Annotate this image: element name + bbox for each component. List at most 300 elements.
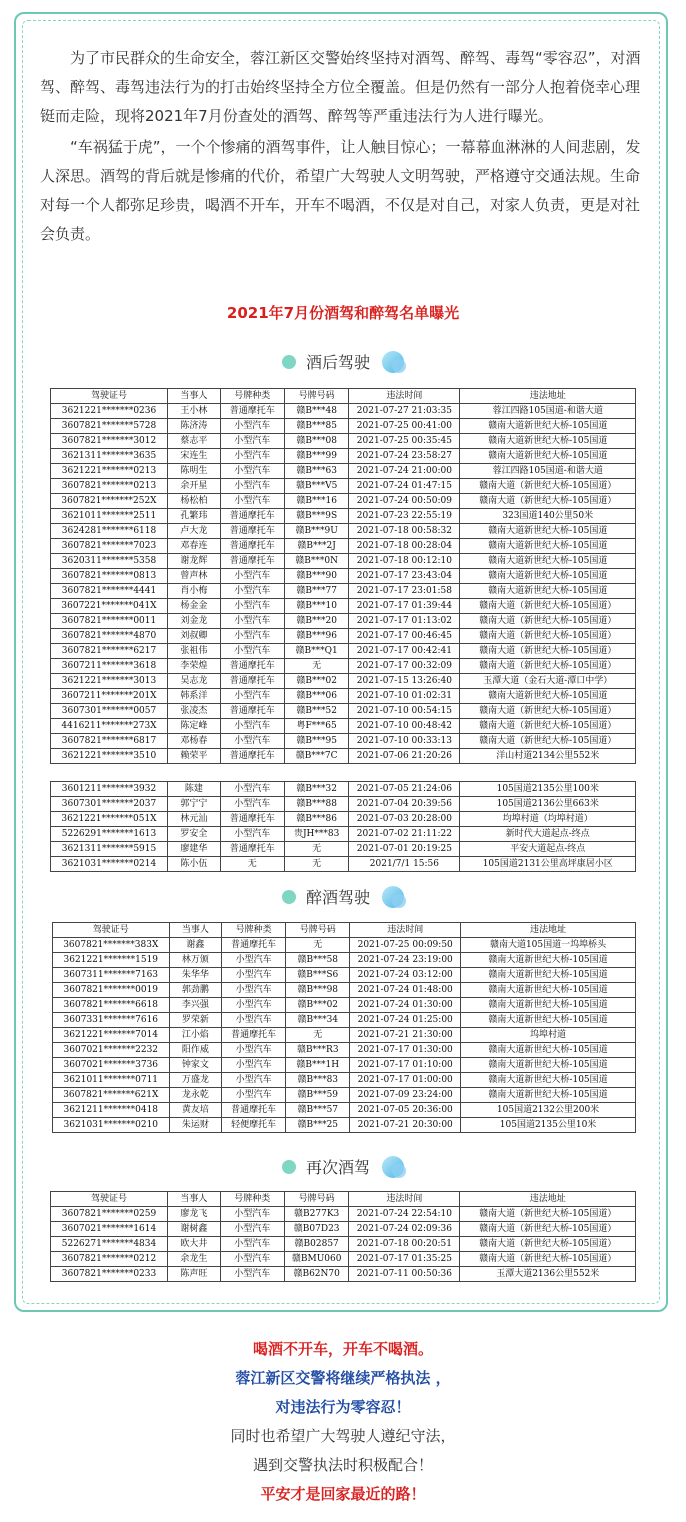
table-cell: 赣南大道新世纪大桥-105国道 [460, 569, 636, 584]
table-cell: 赣南大道（新世纪大桥-105国道） [460, 704, 636, 719]
table-cell: 3607821*******6618 [53, 998, 170, 1013]
table-row [53, 1103, 636, 1118]
table-cell: 新时代大道起点-终点 [460, 827, 636, 842]
table-cell: 小型汽车 [220, 614, 284, 629]
table-row [53, 998, 636, 1013]
table-cell: 赣B***16 [284, 494, 348, 509]
table-cell: 2021-07-18 00:12:10 [349, 554, 460, 569]
table-cell: 赣南大道新世纪大桥-105国道 [461, 968, 636, 983]
table-cell: 普通摩托车 [220, 749, 284, 764]
table-cell: 2021-07-03 20:28:00 [349, 812, 460, 827]
slogan-3: 对违法行为零容忍！ [275, 1398, 411, 1416]
table-cell: 余开星 [168, 479, 221, 494]
table-row [51, 449, 636, 464]
table-cell: 钟家文 [169, 1058, 221, 1073]
table-cell: 普通摩托车 [220, 704, 284, 719]
table-row [53, 1043, 636, 1058]
table-cell: 赣B***77 [284, 584, 348, 599]
table-cell: 普通摩托车 [222, 938, 286, 953]
table-cell: 普通摩托车 [220, 404, 284, 419]
table-cell: 刘金龙 [168, 614, 221, 629]
table-cell: 赣B***S6 [286, 968, 350, 983]
column-header: 号牌号码 [284, 1192, 348, 1207]
table-cell: 余龙生 [168, 1252, 221, 1267]
table-cell: 万盛龙 [169, 1073, 221, 1088]
table-cell: 3607021*******3736 [53, 1058, 170, 1073]
table-row [53, 938, 636, 953]
table-cell: 洋山村道2134公里552米 [460, 749, 636, 764]
table-cell: 谢龙辉 [168, 554, 221, 569]
table-cell: 3607821*******0019 [53, 983, 170, 998]
table-cell: 赣B***06 [284, 689, 348, 704]
table-cell: 2021/7/1 15:56 [349, 857, 460, 872]
table-cell: 赣南大道新世纪大桥-105国道 [460, 554, 636, 569]
table-cell: 小型汽车 [220, 782, 284, 797]
table-cell: 无 [284, 659, 348, 674]
table-cell: 2021-07-18 00:58:32 [349, 524, 460, 539]
headline: 2021年7月份酒驾和醉驾名单曝光 [226, 304, 460, 322]
table-cell: 李荣煌 [168, 659, 221, 674]
table-cell: 小型汽车 [220, 434, 284, 449]
table-cell: 小型汽车 [220, 719, 284, 734]
table-cell: 小型汽车 [220, 629, 284, 644]
table-cell: 赣B***95 [284, 734, 348, 749]
table-cell: 赣南大道新世纪大桥-105国道 [460, 539, 636, 554]
table-cell: 3607301*******0057 [51, 704, 168, 719]
table-cell: 小型汽车 [220, 797, 284, 812]
table-row [51, 782, 636, 797]
table-cell: 廖龙飞 [168, 1207, 221, 1222]
table-row [51, 1237, 636, 1252]
table-cell: 赣南大道新世纪大桥-105国道 [460, 419, 636, 434]
table-row [51, 1207, 636, 1222]
table-cell: 3607821*******4441 [51, 584, 168, 599]
table-cell: 坞埠村道 [461, 1028, 636, 1043]
table-cell: 赣B***9U [284, 524, 348, 539]
table-row [51, 584, 636, 599]
table-cell: 2021-07-24 01:48:00 [350, 983, 461, 998]
table-cell: 2021-07-17 00:46:45 [349, 629, 460, 644]
table-cell: 均埠村道（均埠村道） [460, 812, 636, 827]
table-row [51, 404, 636, 419]
table-cell: 赣B***99 [284, 449, 348, 464]
table-cell: 赣B02857 [284, 1237, 348, 1252]
table-cell: 玉潭大道（金石大道-潭口中学） [460, 674, 636, 689]
table-cell: 赣南大道新世纪大桥-105国道 [461, 1043, 636, 1058]
table-cell: 赣B***2J [284, 539, 348, 554]
table-cell: 2021-07-17 01:30:00 [350, 1043, 461, 1058]
intro-paragraph-2: “车祸猛于虎”，一个个惨痛的酒驾事件，让人触目惊心；一幕幕血淋淋的人间悲剧，发人深思。酒驾的背后就是惨痛的代价，希望广大驾驶人文明驾驶，严格遵守交通法规。生命对每一个人都弥足珍贵，喝酒不开车，开车不喝酒，不仅是对自己，对家人负责，更是对社会负责。 [40, 138, 641, 243]
table-row [51, 599, 636, 614]
table-cell: 无 [284, 842, 348, 857]
table-row [51, 554, 636, 569]
table-cell: 粤F***65 [284, 719, 348, 734]
table-row [51, 734, 636, 749]
table-cell: 3621211*******0418 [53, 1103, 170, 1118]
column-header: 违法时间 [349, 389, 460, 404]
table-cell: 赣南大道新世纪大桥-105国道 [461, 953, 636, 968]
table-row [51, 827, 636, 842]
table-cell: 5226271*******4834 [51, 1237, 168, 1252]
table-cell: 普通摩托车 [220, 524, 284, 539]
table-cell: 赣南大道新世纪大桥-105国道 [460, 584, 636, 599]
table-row [51, 569, 636, 584]
table-cell: 赣BMU060 [284, 1252, 348, 1267]
column-header: 驾驶证号 [51, 1192, 168, 1207]
table-cell: 小型汽车 [220, 1207, 284, 1222]
table-cell: 3620311*******5358 [51, 554, 168, 569]
table-cell: 105国道2131公里高坪康居小区 [460, 857, 636, 872]
table-cell: 3621011*******0711 [53, 1073, 170, 1088]
column-header: 当事人 [168, 389, 221, 404]
table-cell: 2021-07-24 22:54:10 [349, 1207, 460, 1222]
table-row [51, 464, 636, 479]
table-cell: 2021-07-24 21:00:00 [349, 464, 460, 479]
table-cell: 无 [220, 857, 284, 872]
table-cell: 小型汽车 [220, 599, 284, 614]
table-cell: 张凌杰 [168, 704, 221, 719]
table-cell: 蓉江四路105国道-和谐大道 [460, 404, 636, 419]
table-cell: 赣B***08 [284, 434, 348, 449]
table-cell: 3601211*******3932 [51, 782, 168, 797]
table-cell: 2021-07-17 00:32:09 [349, 659, 460, 674]
table-cell: 赣B***34 [286, 1013, 350, 1028]
table-cell: 3621311*******5915 [51, 842, 168, 857]
table-cell: 2021-07-24 00:50:09 [349, 494, 460, 509]
table-cell: 普通摩托车 [220, 509, 284, 524]
table-row [51, 842, 636, 857]
table-cell: 3607211*******3618 [51, 659, 168, 674]
table-cell: 小型汽车 [222, 953, 286, 968]
table-cell: 刘叔卿 [168, 629, 221, 644]
table-cell: 3621221*******1519 [53, 953, 170, 968]
table-cell: 普通摩托车 [220, 842, 284, 857]
table-cell: 3607021*******2232 [53, 1043, 170, 1058]
dot-icon [282, 890, 296, 904]
table-cell: 2021-07-17 00:42:41 [349, 644, 460, 659]
table-cell: 罗安全 [168, 827, 221, 842]
table-cell: 林万颁 [169, 953, 221, 968]
table-cell: 赣B***0N [284, 554, 348, 569]
table-row [51, 614, 636, 629]
table-row [51, 812, 636, 827]
table-cell: 赣B07D23 [284, 1222, 348, 1237]
intro-text [40, 44, 646, 249]
table-row [51, 1252, 636, 1267]
table-row [51, 719, 636, 734]
table-cell: 3607821*******6217 [51, 644, 168, 659]
table-cell: 2021-07-17 23:01:58 [349, 584, 460, 599]
table-cell: 赣南大道新世纪大桥-105国道 [460, 689, 636, 704]
table-cell: 2021-07-10 00:54:15 [349, 704, 460, 719]
table-cell: 赣B***32 [284, 782, 348, 797]
table-cell: 赣B***98 [286, 983, 350, 998]
table-cell: 陈明生 [168, 464, 221, 479]
section-title-drink: 酒后驾驶 [0, 350, 686, 373]
table-cell: 王小林 [168, 404, 221, 419]
table-cell: 蓉江四路105国道-和谐大道 [460, 464, 636, 479]
table-cell: 2021-07-24 01:30:00 [350, 998, 461, 1013]
table-cell: 廖建华 [168, 842, 221, 857]
table-cell: 普通摩托车 [222, 1103, 286, 1118]
table-cell: 赣南大道（新世纪大桥-105国道） [460, 659, 636, 674]
table-cell: 陈济涛 [168, 419, 221, 434]
table-cell: 赣南大道新世纪大桥-105国道 [461, 1088, 636, 1103]
table-cell: 3607821*******5728 [51, 419, 168, 434]
table-cell: 2021-07-27 21:03:35 [349, 404, 460, 419]
slogan-2: 蓉江新区交警将继续严格执法 ， [235, 1369, 451, 1387]
table-cell: 小型汽车 [220, 1252, 284, 1267]
table-cell: 小型汽车 [220, 464, 284, 479]
table-cell: 2021-07-18 00:20:51 [349, 1237, 460, 1252]
column-header: 违法地址 [460, 389, 636, 404]
table-cell: 赣南大道（新世纪大桥-105国道） [460, 719, 636, 734]
table-cell: 赣B***57 [286, 1103, 350, 1118]
table-cell: 普通摩托车 [220, 674, 284, 689]
table-cell: 普通摩托车 [220, 659, 284, 674]
table-cell: 3607211*******201X [51, 689, 168, 704]
table-cell: 张祖伟 [168, 644, 221, 659]
table-cell: 无 [286, 1028, 350, 1043]
section-title-drunk: 醉酒驾驶 [0, 885, 686, 908]
table-cell: 赣B***02 [286, 998, 350, 1013]
table-cell: 赣南大道新世纪大桥-105国道 [460, 434, 636, 449]
table-cell: 105国道2135公里100米 [460, 782, 636, 797]
table-row [51, 674, 636, 689]
table-cell: 肖小梅 [168, 584, 221, 599]
table-cell: 无 [286, 938, 350, 953]
table-cell: 3621221*******0213 [51, 464, 168, 479]
table-cell: 宋连生 [168, 449, 221, 464]
table-cell: 3607821*******0213 [51, 479, 168, 494]
table-cell: 赣南大道（新世纪大桥-105国道） [460, 614, 636, 629]
table-cell: 2021-07-17 01:00:00 [350, 1073, 461, 1088]
table-cell: 3621031*******0214 [51, 857, 168, 872]
table-row [51, 689, 636, 704]
table-row [53, 1028, 636, 1043]
table-cell: 谢鑫 [169, 938, 221, 953]
drink-driving-table-2 [50, 781, 636, 872]
table-cell: 2021-07-05 21:24:06 [349, 782, 460, 797]
table-row [51, 704, 636, 719]
column-header: 号牌种类 [222, 923, 286, 938]
table-cell: 2021-07-21 21:30:00 [350, 1028, 461, 1043]
table-cell: 小型汽车 [220, 1222, 284, 1237]
table-cell: 赣南大道（新世纪大桥-105国道） [460, 1207, 636, 1222]
table-cell: 卢大龙 [168, 524, 221, 539]
column-header: 号牌种类 [220, 389, 284, 404]
column-header: 号牌号码 [284, 389, 348, 404]
table-cell: 3621221*******7014 [53, 1028, 170, 1043]
table-cell: 小型汽车 [222, 983, 286, 998]
table-cell: 3621011*******2511 [51, 509, 168, 524]
table-row [53, 1058, 636, 1073]
table-cell: 赣南大道（新世纪大桥-105国道） [460, 479, 636, 494]
table-cell: 2021-07-24 23:19:00 [350, 953, 461, 968]
footer-slogans [0, 1335, 686, 1509]
table-cell: 郭宁宁 [168, 797, 221, 812]
table-cell: 小型汽车 [220, 494, 284, 509]
table-cell: 3607821*******0233 [51, 1267, 168, 1282]
table-cell: 3621221*******3013 [51, 674, 168, 689]
table-cell: 江小焰 [169, 1028, 221, 1043]
table-cell: 阳作威 [169, 1043, 221, 1058]
table-cell: 赣B***58 [286, 953, 350, 968]
table-cell: 3624281*******6118 [51, 524, 168, 539]
table-cell: 小型汽车 [220, 569, 284, 584]
table-cell: 小型汽车 [220, 449, 284, 464]
table-cell: 陈定峰 [168, 719, 221, 734]
table-cell: 赣B***83 [286, 1073, 350, 1088]
table-cell: 3607821*******0212 [51, 1252, 168, 1267]
table-cell: 赣B***7C [284, 749, 348, 764]
table-cell: 2021-07-10 00:48:42 [349, 719, 460, 734]
table-cell: 赣B***63 [284, 464, 348, 479]
table-cell: 2021-07-18 00:28:04 [349, 539, 460, 554]
column-header: 驾驶证号 [51, 389, 168, 404]
table-cell: 赣B***9S [284, 509, 348, 524]
table-cell: 2021-07-24 01:47:15 [349, 479, 460, 494]
column-header: 号牌种类 [220, 1192, 284, 1207]
table-cell: 赖荣平 [168, 749, 221, 764]
table-cell: 赣南大道（新世纪大桥-105国道） [460, 629, 636, 644]
table-cell: 孔繁玮 [168, 509, 221, 524]
table-cell: 小型汽车 [220, 1267, 284, 1282]
table-cell: 赣南大道新世纪大桥-105国道 [460, 524, 636, 539]
table-cell: 2021-07-25 00:41:00 [349, 419, 460, 434]
table-row [53, 968, 636, 983]
table-cell: 3607331*******7616 [53, 1013, 170, 1028]
slogan-5: 遇到交警执法时积极配合！ [252, 1456, 433, 1474]
table-cell: 玉潭大道2136公里552米 [460, 1267, 636, 1282]
table-cell: 赣南大道新世纪大桥-105国道 [461, 983, 636, 998]
repeat-drink-driving-table [50, 1191, 636, 1282]
table-cell: 林元汕 [168, 812, 221, 827]
table-cell: 赣B***20 [284, 614, 348, 629]
table-row [51, 539, 636, 554]
bubble-icon [382, 351, 404, 373]
table-row [51, 419, 636, 434]
table-cell: 2021-07-24 02:09:36 [349, 1222, 460, 1237]
dot-icon [282, 355, 296, 369]
table-cell: 贵JH***83 [284, 827, 348, 842]
table-header-row [51, 389, 636, 404]
table-cell: 3607021*******1614 [51, 1222, 168, 1237]
column-header: 驾驶证号 [53, 923, 170, 938]
column-header: 当事人 [169, 923, 221, 938]
table-cell: 郭劲鹏 [169, 983, 221, 998]
table-row [51, 524, 636, 539]
section-title-again: 再次酒驾 [0, 1155, 686, 1178]
table-cell: 平安大道起点-终点 [460, 842, 636, 857]
table-cell: 2021-07-17 23:43:04 [349, 569, 460, 584]
table-cell: 赣B***10 [284, 599, 348, 614]
table-cell: 2021-07-17 01:10:00 [350, 1058, 461, 1073]
table-cell: 赣B***90 [284, 569, 348, 584]
table-row [51, 434, 636, 449]
table-cell: 小型汽车 [220, 644, 284, 659]
table-row [51, 797, 636, 812]
table-cell: 2021-07-24 01:25:00 [350, 1013, 461, 1028]
table-cell: 赣B***1H [286, 1058, 350, 1073]
table-cell: 小型汽车 [222, 1013, 286, 1028]
table-cell: 小型汽车 [220, 734, 284, 749]
table-cell: 赣南大道新世纪大桥-105国道 [461, 1058, 636, 1073]
table-cell: 小型汽车 [220, 419, 284, 434]
table-cell: 杨金金 [168, 599, 221, 614]
table-cell: 杨松柏 [168, 494, 221, 509]
slogan-4: 同时也希望广大驾驶人遵纪守法， [230, 1427, 456, 1445]
table-cell: 陈声旺 [168, 1267, 221, 1282]
table-cell: 2021-07-25 00:35:45 [349, 434, 460, 449]
table-cell: 小型汽车 [222, 968, 286, 983]
table-cell: 小型汽车 [220, 689, 284, 704]
table-cell: 普通摩托车 [220, 554, 284, 569]
table-cell: 小型汽车 [220, 1237, 284, 1252]
table-cell: 105国道2135公里10米 [461, 1118, 636, 1133]
table-cell: 2021-07-05 20:36:00 [350, 1103, 461, 1118]
column-header: 违法时间 [350, 923, 461, 938]
table-cell: 3607821*******3012 [51, 434, 168, 449]
intro-paragraph-1: 为了市民群众的生命安全，蓉江新区交警始终坚持对酒驾、醉驾、毒驾“零容忍”，对酒驾、醉驾、毒驾违法行为的打击始终坚持全方位全覆盖。但是仍然有一部分人抱着侥幸心理铤而走险，现将2021年7月份查处的酒驾、醉驾等严重违法行为人进行曝光。 [40, 49, 641, 125]
table-cell: 赣B***88 [284, 797, 348, 812]
table-cell: 赣B***R3 [286, 1043, 350, 1058]
table-cell: 3621221*******3510 [51, 749, 168, 764]
table-cell: 朱运财 [169, 1118, 221, 1133]
table-header-row [53, 923, 636, 938]
table-cell: 赣B***52 [284, 704, 348, 719]
table-row [53, 1073, 636, 1088]
table-cell: 2021-07-02 21:11:22 [349, 827, 460, 842]
table-cell: 3607301*******2037 [51, 797, 168, 812]
table-cell: 小型汽车 [222, 1073, 286, 1088]
table-cell: 赣B***86 [284, 812, 348, 827]
table-cell: 赣南大道新世纪大桥-105国道 [460, 449, 636, 464]
drunk-driving-table [52, 922, 636, 1133]
table-cell: 2021-07-25 00:09:50 [350, 938, 461, 953]
bubble-icon [382, 1156, 404, 1178]
table-cell: 赣B***25 [286, 1118, 350, 1133]
table-cell: 赣南大道（新世纪大桥-105国道） [460, 734, 636, 749]
table-row [53, 1013, 636, 1028]
table-cell: 4416211*******273X [51, 719, 168, 734]
table-row [51, 479, 636, 494]
table-cell: 赣南大道（新世纪大桥-105国道） [460, 599, 636, 614]
table-cell: 小型汽车 [220, 479, 284, 494]
table-cell: 小型汽车 [222, 1043, 286, 1058]
table-cell: 3607821*******0011 [51, 614, 168, 629]
table-cell: 2021-07-24 03:12:00 [350, 968, 461, 983]
table-cell: 小型汽车 [222, 1058, 286, 1073]
table-cell: 2021-07-04 20:39:56 [349, 797, 460, 812]
table-row [51, 659, 636, 674]
table-cell: 赣南大道（新世纪大桥-105国道） [460, 1237, 636, 1252]
table-cell: 陈小伍 [168, 857, 221, 872]
table-cell: 韩系洋 [168, 689, 221, 704]
table-cell: 2021-07-06 21:20:26 [349, 749, 460, 764]
table-cell: 赣南大道（新世纪大桥-105国道） [460, 494, 636, 509]
slogan-1: 喝酒不开车，开车不喝酒。 [252, 1340, 433, 1358]
table-cell: 赣B***Q1 [284, 644, 348, 659]
table-header-row [51, 1192, 636, 1207]
table-cell: 2021-07-17 01:13:02 [349, 614, 460, 629]
table-row [51, 494, 636, 509]
table-cell: 105国道2136公里663米 [460, 797, 636, 812]
table-cell: 龙永乾 [169, 1088, 221, 1103]
dot-icon [282, 1160, 296, 1174]
table-cell: 赣南大道（新世纪大桥-105国道） [460, 644, 636, 659]
table-cell: 2021-07-10 01:02:31 [349, 689, 460, 704]
